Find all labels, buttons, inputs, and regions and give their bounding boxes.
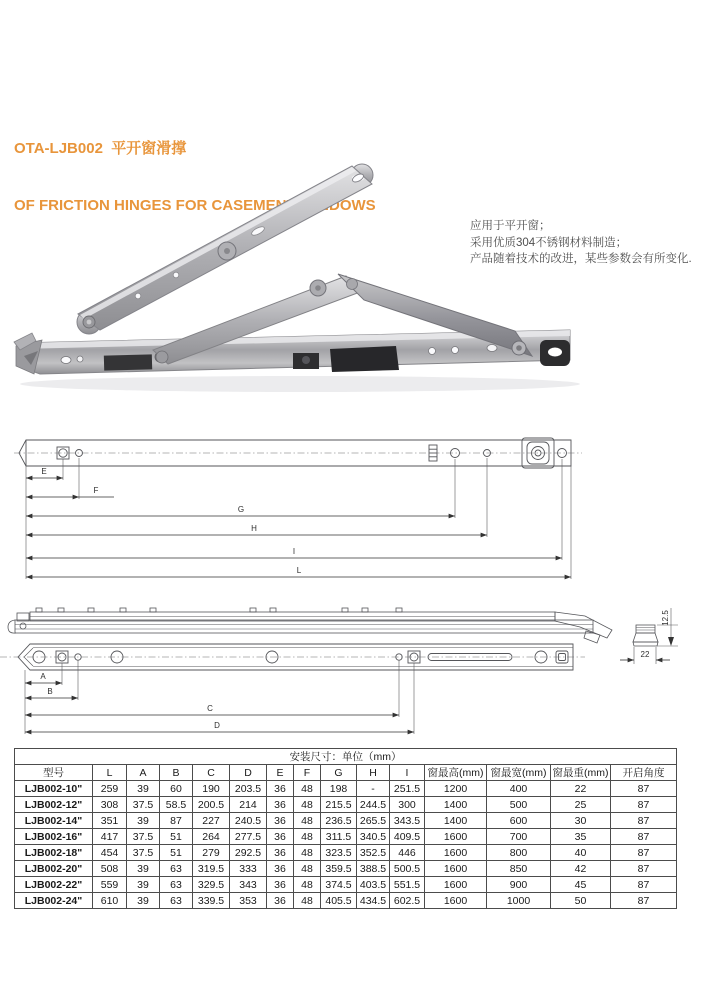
down-arrow <box>668 637 674 646</box>
model-cell: LJB002-14" <box>15 813 93 829</box>
table-cell: 508 <box>93 861 127 877</box>
model-cell: LJB002-18" <box>15 845 93 861</box>
model-cell: LJB002-24" <box>15 893 93 909</box>
table-cell: 87 <box>611 861 677 877</box>
table-cell: 900 <box>487 877 551 893</box>
dim-label-d: D <box>214 721 220 730</box>
table-cell: 36 <box>267 797 294 813</box>
table-row <box>15 893 677 909</box>
table-cell: 48 <box>294 845 321 861</box>
table-cell: 39 <box>127 893 160 909</box>
column-header: H <box>357 765 390 781</box>
table-cell: 551.5 <box>390 877 425 893</box>
column-header: E <box>267 765 294 781</box>
table-cell: 1600 <box>425 877 487 893</box>
table-cell: 279 <box>193 845 230 861</box>
table-cell: 329.5 <box>193 877 230 893</box>
column-header: I <box>390 765 425 781</box>
table-cell: 39 <box>127 781 160 797</box>
table-cell: 58.5 <box>160 797 193 813</box>
table-cell: 1400 <box>425 813 487 829</box>
table-cell: 87 <box>611 877 677 893</box>
table-cell: 236.5 <box>321 813 357 829</box>
column-header: 开启角度 <box>611 765 677 781</box>
technical-drawing-frame-rail <box>14 432 714 587</box>
column-header: 型号 <box>15 765 93 781</box>
table-cell: 48 <box>294 877 321 893</box>
model-cell: LJB002-22" <box>15 877 93 893</box>
table-cell: 333 <box>230 861 267 877</box>
model-cell: LJB002-20" <box>15 861 93 877</box>
side-view-tabs <box>36 608 402 612</box>
dim-label-g: G <box>237 505 245 514</box>
table-cell: 37.5 <box>127 829 160 845</box>
table-cell: 351 <box>93 813 127 829</box>
table-cell: 240.5 <box>230 813 267 829</box>
table-cell: 63 <box>160 877 193 893</box>
table-cell: 87 <box>611 845 677 861</box>
table-cell: 36 <box>267 877 294 893</box>
table-caption-row <box>15 749 677 765</box>
table-cell: 311.5 <box>321 829 357 845</box>
table-cell: 343.5 <box>390 813 425 829</box>
table-cell: 87 <box>611 829 677 845</box>
table-cell: 42 <box>551 861 611 877</box>
table-cell: 244.5 <box>357 797 390 813</box>
table-cell: 203.5 <box>230 781 267 797</box>
table-cell: 800 <box>487 845 551 861</box>
table-cell: 63 <box>160 893 193 909</box>
table-cell: 36 <box>267 845 294 861</box>
table-cell: 339.5 <box>193 893 230 909</box>
table-cell: 400 <box>487 781 551 797</box>
table-cell: 1600 <box>425 829 487 845</box>
dim-label-l: L <box>296 566 302 575</box>
table-cell: 1200 <box>425 781 487 797</box>
table-cell: 37.5 <box>127 845 160 861</box>
table-cell: 36 <box>267 781 294 797</box>
table-cell: 40 <box>551 845 611 861</box>
table-cell: 259 <box>93 781 127 797</box>
section-width-label: 22 <box>640 650 650 659</box>
table-cell: 1400 <box>425 797 487 813</box>
table-cell: 227 <box>193 813 230 829</box>
dim-label-c: C <box>207 704 213 713</box>
table-cell: 374.5 <box>321 877 357 893</box>
column-header: 窗最重(mm) <box>551 765 611 781</box>
table-cell: 600 <box>487 813 551 829</box>
column-header: F <box>294 765 321 781</box>
table-cell: 198 <box>321 781 357 797</box>
dimension-lines <box>26 478 571 577</box>
table-cell: 87 <box>611 813 677 829</box>
table-cell: 63 <box>160 861 193 877</box>
table-cell: 610 <box>93 893 127 909</box>
table-cell: 36 <box>267 829 294 845</box>
dim-label-i: I <box>292 547 296 556</box>
table-cell: 22 <box>551 781 611 797</box>
friction-hinge-photo <box>14 164 580 392</box>
table-cell: 409.5 <box>390 829 425 845</box>
table-cell: 48 <box>294 861 321 877</box>
table-row <box>15 829 677 845</box>
table-cell: 36 <box>267 861 294 877</box>
table-cell: 1600 <box>425 845 487 861</box>
table-cell: 405.5 <box>321 893 357 909</box>
table-cell: - <box>357 781 390 797</box>
table-cell: 51 <box>160 829 193 845</box>
table-cell: 251.5 <box>390 781 425 797</box>
table-cell: 87 <box>611 781 677 797</box>
table-cell: 500 <box>487 797 551 813</box>
table-cell: 454 <box>93 845 127 861</box>
table-cell: 39 <box>127 877 160 893</box>
table-row <box>15 861 677 877</box>
table-cell: 265.5 <box>357 813 390 829</box>
table-cell: 214 <box>230 797 267 813</box>
model-cell: LJB002-16" <box>15 829 93 845</box>
note-line: 采用优质304不锈钢材料制造； <box>470 236 628 249</box>
column-header: B <box>160 765 193 781</box>
table-cell: 48 <box>294 813 321 829</box>
note-line: 产品随着技术的改进，某些参数会有所变化. <box>470 253 692 265</box>
table-caption: 安装尺寸：单位（mm） <box>15 749 677 765</box>
page-title-english: OF FRICTION HINGES FOR CASEMENT WINDOWS <box>14 197 376 214</box>
table-cell: 559 <box>93 877 127 893</box>
table-row <box>15 781 677 797</box>
table-cell: 277.5 <box>230 829 267 845</box>
table-cell: 50 <box>551 893 611 909</box>
table-cell: 190 <box>193 781 230 797</box>
table-cell: 343 <box>230 877 267 893</box>
table-cell: 45 <box>551 877 611 893</box>
technical-drawing-track <box>0 600 727 745</box>
section-height-label: 12.5 <box>661 610 670 626</box>
table-cell: 36 <box>267 813 294 829</box>
table-cell: 60 <box>160 781 193 797</box>
table-cell: 215.5 <box>321 797 357 813</box>
table-cell: 850 <box>487 861 551 877</box>
table-row <box>15 813 677 829</box>
table-cell: 417 <box>93 829 127 845</box>
dim-label-h: H <box>251 524 257 533</box>
table-header-row <box>15 765 677 781</box>
column-header: L <box>93 765 127 781</box>
table-cell: 353 <box>230 893 267 909</box>
table-cell: 39 <box>127 861 160 877</box>
column-header: 窗最高(mm) <box>425 765 487 781</box>
table-cell: 602.5 <box>390 893 425 909</box>
dim-label-b: B <box>47 687 53 696</box>
table-cell: 1600 <box>425 861 487 877</box>
table-cell: 500.5 <box>390 861 425 877</box>
note-line: 应用于平开窗； <box>470 220 551 232</box>
table-cell: 30 <box>551 813 611 829</box>
dim-label-a: A <box>40 672 46 681</box>
product-notes <box>470 218 692 268</box>
table-cell: 48 <box>294 797 321 813</box>
page-title-model: OTA-LJB002 平开窗滑撑 <box>14 140 187 157</box>
table-cell: 323.5 <box>321 845 357 861</box>
table-cell: 39 <box>127 813 160 829</box>
column-header: D <box>230 765 267 781</box>
table-cell: 340.5 <box>357 829 390 845</box>
table-cell: 37.5 <box>127 797 160 813</box>
column-header: C <box>193 765 230 781</box>
table-cell: 87 <box>160 813 193 829</box>
table-cell: 300 <box>390 797 425 813</box>
spec-table <box>14 748 677 909</box>
dim-label-e: E <box>41 467 47 476</box>
table-cell: 48 <box>294 781 321 797</box>
table-cell: 319.5 <box>193 861 230 877</box>
table-cell: 388.5 <box>357 861 390 877</box>
table-cell: 434.5 <box>357 893 390 909</box>
table-cell: 446 <box>390 845 425 861</box>
table-cell: 352.5 <box>357 845 390 861</box>
table-cell: 403.5 <box>357 877 390 893</box>
table-cell: 292.5 <box>230 845 267 861</box>
table-cell: 51 <box>160 845 193 861</box>
table-row <box>15 797 677 813</box>
dim-label-f: F <box>93 486 99 495</box>
table-cell: 308 <box>93 797 127 813</box>
table-cell: 264 <box>193 829 230 845</box>
table-row <box>15 877 677 893</box>
table-cell: 200.5 <box>193 797 230 813</box>
table-cell: 36 <box>267 893 294 909</box>
side-view-outline <box>8 608 612 643</box>
model-cell: LJB002-12" <box>15 797 93 813</box>
table-cell: 25 <box>551 797 611 813</box>
table-cell: 87 <box>611 893 677 909</box>
table-cell: 87 <box>611 797 677 813</box>
table-cell: 359.5 <box>321 861 357 877</box>
table-cell: 1600 <box>425 893 487 909</box>
table-cell: 700 <box>487 829 551 845</box>
column-header: 窗最宽(mm) <box>487 765 551 781</box>
table-cell: 35 <box>551 829 611 845</box>
section-detail-outline <box>633 625 658 646</box>
column-header: A <box>127 765 160 781</box>
table-row <box>15 845 677 861</box>
extension-lines <box>26 458 571 579</box>
product-photo <box>0 160 580 422</box>
column-header: G <box>321 765 357 781</box>
table-cell: 48 <box>294 893 321 909</box>
model-cell: LJB002-10" <box>15 781 93 797</box>
table-cell: 1000 <box>487 893 551 909</box>
table-cell: 48 <box>294 829 321 845</box>
